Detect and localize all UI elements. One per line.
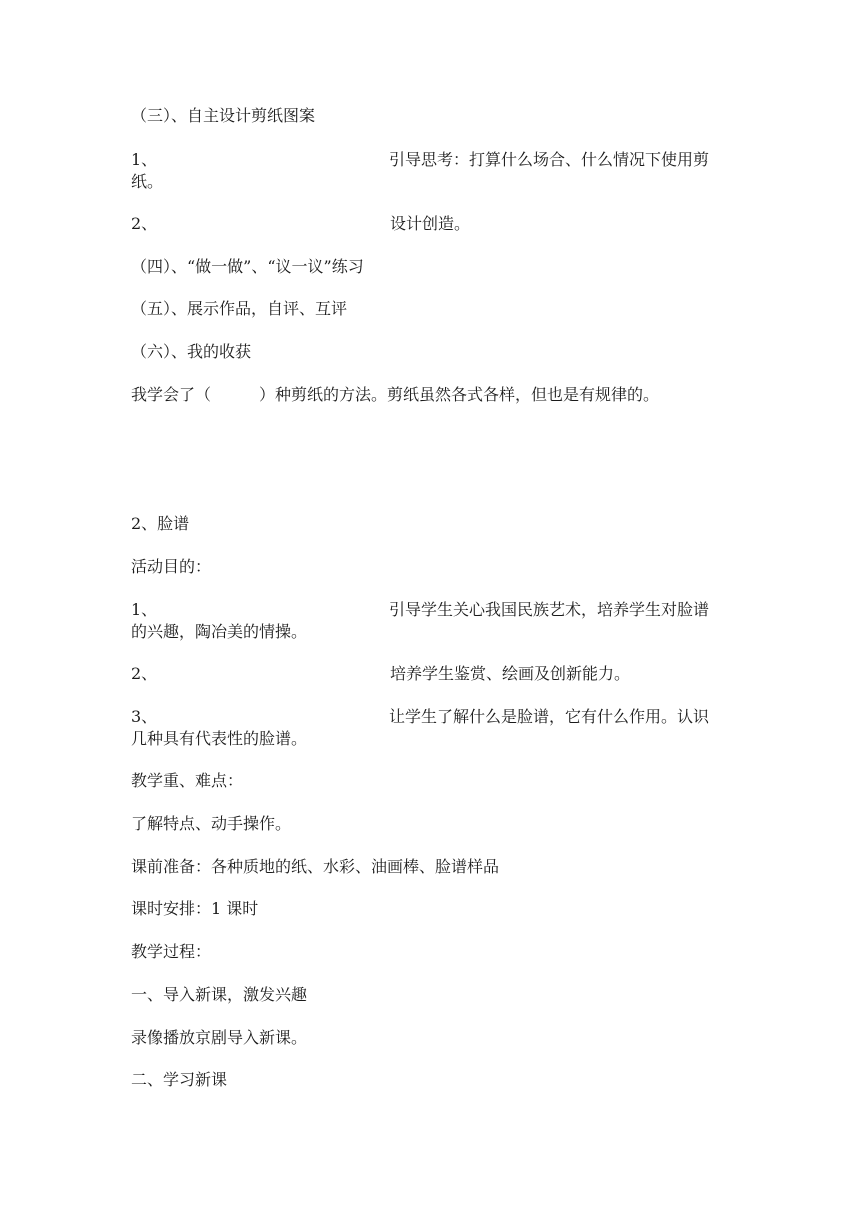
goal-1-text: 引导学生关心我国民族艺术，培养学生对脸谱 — [389, 600, 710, 619]
goal-label: 活动目的： — [131, 557, 212, 576]
process-label: 教学过程： — [131, 942, 212, 961]
section-3-heading: （三）、自主设计剪纸图案 — [131, 106, 316, 125]
goal-2-number: 2、 — [131, 664, 158, 683]
step-1-text: 录像播放京剧导入新课。 — [131, 1028, 308, 1047]
preparation-line: 课前准备：各种质地的纸、水彩、油画棒、脸谱样品 — [131, 857, 500, 876]
goal-3-continuation: 几种具有代表性的脸谱。 — [131, 729, 308, 748]
section-6-text: 我学会了（ ）种剪纸的方法。剪纸虽然各式各样，但也是有规律的。 — [131, 385, 660, 404]
section-3-item-2-text: 设计创造。 — [390, 214, 471, 233]
section-3-item-1-text: 引导思考：打算什么场合、什么情况下使用剪 — [389, 150, 710, 169]
lesson-2-title: 2、脸谱 — [131, 514, 190, 533]
section-4-heading: （四）、“做一做”、“议一议”练习 — [131, 257, 364, 276]
section-6-heading: （六）、我的收获 — [131, 342, 252, 361]
goal-3-text: 让学生了解什么是脸谱，它有什么作用。认识 — [389, 707, 710, 726]
step-2-heading: 二、学习新课 — [131, 1070, 228, 1089]
section-3-item-1-number: 1、 — [131, 150, 158, 169]
schedule-line: 课时安排：1 课时 — [131, 899, 259, 918]
step-1-heading: 一、导入新课，激发兴趣 — [131, 985, 308, 1004]
key-points-label: 教学重、难点： — [131, 771, 244, 790]
key-points-text: 了解特点、动手操作。 — [131, 814, 292, 833]
goal-2-text: 培养学生鉴赏、绘画及创新能力。 — [390, 664, 631, 683]
goal-1-number: 1、 — [131, 600, 158, 619]
goal-3-number: 3、 — [131, 707, 158, 726]
section-3-item-1-continuation: 纸。 — [131, 172, 164, 191]
section-5-heading: （五）、展示作品，自评、互评 — [131, 299, 348, 318]
goal-1-continuation: 的兴趣，陶冶美的情操。 — [131, 622, 308, 641]
section-3-item-2-number: 2、 — [131, 214, 158, 233]
